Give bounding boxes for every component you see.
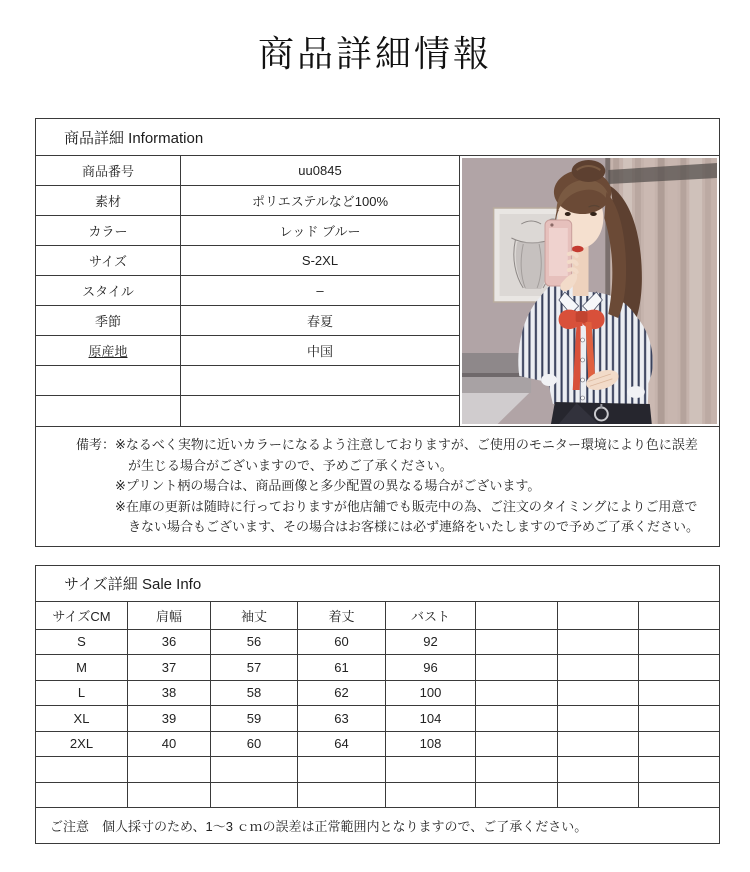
size-column-header: [476, 602, 558, 630]
product-photo-illustration: [462, 158, 717, 424]
size-section-header: サイズ詳細 Sale Info: [36, 566, 719, 602]
size-cell: 104: [386, 706, 476, 732]
info-label: [36, 396, 181, 426]
size-caution-note: ご注意 個人採寸のため、1～3 ｃｍの誤差は正常範囲内となりますので、ご了承ください。: [50, 819, 588, 834]
size-cell: 37: [128, 655, 211, 681]
size-cell: [476, 706, 558, 732]
size-cell: [211, 783, 298, 809]
info-value: S-2XL: [301, 253, 339, 268]
table-row: [36, 396, 459, 426]
table-row: [36, 156, 459, 186]
size-cell: [558, 655, 639, 681]
size-cell: [386, 757, 476, 783]
size-cell: [476, 757, 558, 783]
size-cell: [639, 706, 719, 732]
info-label: サイズ: [36, 246, 181, 275]
size-cell: 40: [128, 732, 211, 758]
table-row: [36, 216, 459, 246]
remark-item: ※なるべく実物に近いカラーになるよう注意しておりますが、ご使用のモニター環境により色に誤差が生じる場合がございますので、予めご了承ください。: [115, 437, 698, 473]
size-cell: [298, 757, 386, 783]
size-column-header: [558, 602, 639, 630]
page-title: 商品詳細情報: [257, 34, 492, 74]
size-info-panel: [35, 565, 720, 845]
size-cell: [558, 681, 639, 707]
size-cell: 62: [298, 681, 386, 707]
info-value: レッド ブルー: [279, 224, 361, 239]
size-column-header: 着丈: [298, 602, 386, 630]
size-cell: [386, 783, 476, 809]
remark-item: ※プリント柄の場合は、商品画像と多少配置の異なる場合がございます。: [115, 478, 541, 493]
size-cell: 64: [298, 732, 386, 758]
info-label: 素材: [36, 186, 181, 215]
info-label: 季節: [36, 306, 181, 335]
info-value: [181, 366, 459, 395]
size-cell: [476, 681, 558, 707]
table-row: [36, 246, 459, 276]
size-cell: XL: [36, 706, 128, 732]
size-cell: 92: [386, 630, 476, 656]
table-row: [36, 306, 459, 336]
size-cell: M: [36, 655, 128, 681]
info-label: 商品番号: [36, 156, 181, 185]
size-column-header: 肩幅: [128, 602, 211, 630]
size-cell: 60: [211, 732, 298, 758]
size-cell: [36, 757, 128, 783]
size-cell: [128, 783, 211, 809]
size-cell: 96: [386, 655, 476, 681]
size-cell: [558, 757, 639, 783]
size-cell: [558, 706, 639, 732]
size-cell: [476, 783, 558, 809]
table-row: [36, 186, 459, 216]
info-section-header: 商品詳細 Information: [36, 119, 719, 156]
size-cell: [558, 783, 639, 809]
size-cell: 100: [386, 681, 476, 707]
size-cell: [639, 681, 719, 707]
size-cell: [639, 783, 719, 809]
size-cell: [36, 783, 128, 809]
info-label: 原産地: [36, 336, 181, 365]
size-table: [36, 602, 719, 809]
remark-item: ※在庫の更新は随時に行っておりますが他店舗でも販売中の為、ご注文のタイミングによりご用意できない場合もございます、その場合はお客様には必ず連絡をいたしますので予めご了承ください。: [115, 498, 699, 534]
size-column-header: 袖丈: [211, 602, 298, 630]
size-cell: 63: [298, 706, 386, 732]
product-info-table: [36, 156, 459, 426]
info-label: [36, 366, 181, 395]
size-cell: L: [36, 681, 128, 707]
info-value: 春夏: [306, 314, 333, 329]
remarks-label: 備考：: [76, 437, 116, 452]
remarks-block: [36, 427, 719, 546]
size-column-header: サイズCM: [36, 602, 128, 630]
table-row: [36, 336, 459, 366]
product-info-panel: [35, 118, 720, 547]
size-cell: 39: [128, 706, 211, 732]
size-cell: 58: [211, 681, 298, 707]
size-cell: 2XL: [36, 732, 128, 758]
size-column-header: [639, 602, 719, 630]
size-cell: 57: [211, 655, 298, 681]
info-value: ポリエステルなど100%: [251, 194, 389, 209]
size-column-header: バスト: [386, 602, 476, 630]
size-cell: [639, 630, 719, 656]
size-cell: 108: [386, 732, 476, 758]
size-cell: 36: [128, 630, 211, 656]
size-cell: [558, 630, 639, 656]
size-cell: 60: [298, 630, 386, 656]
size-cell: [639, 732, 719, 758]
table-row: [36, 276, 459, 306]
size-cell: S: [36, 630, 128, 656]
product-photo: [459, 156, 719, 426]
size-cell: 56: [211, 630, 298, 656]
size-cell: [476, 732, 558, 758]
info-value: [181, 396, 459, 426]
table-row: [36, 366, 459, 396]
size-cell: [298, 783, 386, 809]
size-cell: 59: [211, 706, 298, 732]
size-cell: [476, 655, 558, 681]
size-cell: [558, 732, 639, 758]
size-cell: [639, 757, 719, 783]
info-value: –: [316, 283, 324, 298]
info-value: uu0845: [298, 163, 342, 178]
size-cell: [128, 757, 211, 783]
info-label: スタイル: [36, 276, 181, 305]
size-cell: [639, 655, 719, 681]
size-cell: 38: [128, 681, 211, 707]
info-label: カラー: [36, 216, 181, 245]
size-cell: [211, 757, 298, 783]
info-value: 中国: [306, 344, 333, 359]
size-cell: 61: [298, 655, 386, 681]
size-cell: [476, 630, 558, 656]
